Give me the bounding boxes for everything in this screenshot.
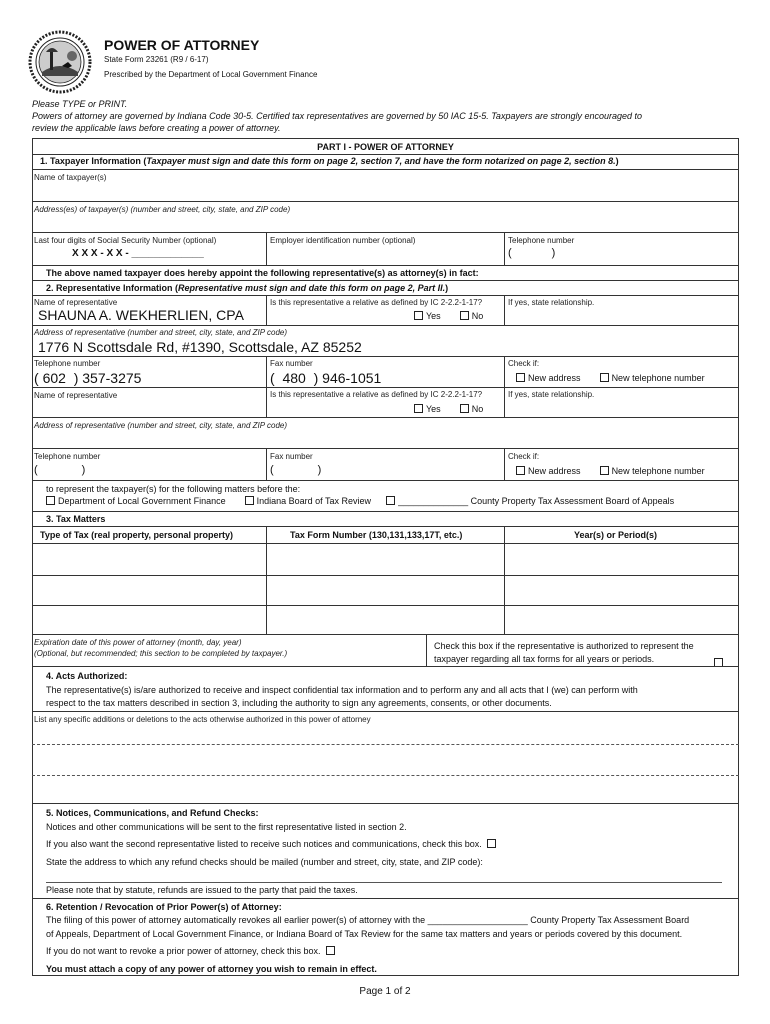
indiana-state-seal (28, 30, 92, 94)
ptabo-checkbox[interactable] (386, 496, 395, 505)
intro-line1: Please TYPE or PRINT. (32, 99, 128, 109)
rep2-address-label: Address of representative (number and street, city, state, and ZIP code) (34, 421, 288, 430)
section5-text3: State the address to which any refund checks should be mailed (number and street, city, state, and ZIP code): (46, 857, 483, 867)
rep1-new-address-checkbox[interactable] (516, 373, 525, 382)
rep2-new-address-checkbox[interactable] (516, 466, 525, 475)
section3-title: 3. Tax Matters (46, 514, 106, 524)
section5-text2: If you also want the second representative listed to receive such notices and communications, check this box. (46, 839, 499, 849)
rep1-relative-options: Yes No (414, 311, 483, 321)
section5-text4: Please note that by statute, refunds are issued to the party that paid the taxes. (46, 885, 358, 895)
taxpayer-phone-label: Telephone number (508, 236, 575, 245)
section6-text3: If you do not want to revoke a prior power of attorney, check this box. (46, 946, 338, 956)
ibtr-checkbox[interactable] (245, 496, 254, 505)
represent-before-text: to represent the taxpayer(s) for the following matters before the: (46, 484, 301, 494)
refund-address-field[interactable] (46, 869, 722, 881)
expiration-label: Expiration date of this power of attorney (month, day, year) (Optional, but recommended; this section to be completed by taxpayer.) (34, 638, 288, 658)
prescribed-by: Prescribed by the Department of Local Government Finance (104, 70, 318, 79)
rep2-fax-field[interactable]: ( ) (270, 464, 322, 476)
all-forms-checkbox[interactable] (714, 653, 726, 671)
agency-options: Department of Local Government Finance Indiana Board of Tax Review ______________ County Property Tax Assessment Board of Appeals (46, 496, 674, 506)
rep2-relative-question: Is this representative a relative as defined by IC 2-2.2-1-17? (270, 390, 483, 399)
part1-title: PART I - POWER OF ATTORNEY (317, 142, 454, 152)
intro-line3: review the applicable laws before creating a power of attorney. (32, 123, 281, 133)
tax-matters-row[interactable] (33, 606, 738, 633)
additions-field[interactable] (33, 726, 738, 801)
rep2-relative-yes-checkbox[interactable] (414, 404, 423, 413)
appoint-statement: The above named taxpayer does hereby appoint the following representative(s) as attorney(s) in fact: (46, 268, 479, 278)
taxpayer-address-field[interactable] (33, 216, 738, 231)
rep2-relative-no-checkbox[interactable] (460, 404, 469, 413)
rep1-check-if-label: Check if: (508, 359, 540, 368)
tax-matters-row[interactable] (33, 544, 738, 574)
state-form-number: State Form 23261 (R9 / 6-17) (104, 55, 209, 64)
rep2-relationship-label: If yes, state relationship. (508, 390, 595, 399)
taxpayer-phone-field[interactable]: ( ) (508, 247, 556, 259)
tax-matters-row[interactable] (33, 576, 738, 604)
section1-heading: 1. Taxpayer Information (Taxpayer must sign and date this form on page 2, section 7, and have the form notarized on page 2, section 8.) (40, 156, 619, 166)
taxpayer-name-field[interactable] (33, 184, 738, 200)
taxpayer-name-label: Name of taxpayer(s) (34, 173, 107, 182)
section4-text1: The representative(s) is/are authorized to receive and inspect confidential tax information and to perform any and all acts that I (we) can perform with (46, 685, 638, 695)
section6-text4: You must attach a copy of any power of attorney you wish to remain in effect. (46, 964, 377, 974)
rep1-check-options: New address New telephone number (516, 373, 705, 383)
rep1-relative-yes-checkbox[interactable] (414, 311, 423, 320)
rep1-name-value[interactable]: SHAUNA A. WEKHERLIEN, CPA (38, 307, 244, 323)
no-revoke-checkbox[interactable] (326, 946, 335, 955)
page-number: Page 1 of 2 (359, 986, 411, 997)
rep2-check-if-label: Check if: (508, 452, 540, 461)
all-forms-text: Check this box if the representative is authorized to represent the taxpayer regarding all tax forms for all years or periods. (434, 641, 694, 664)
section4-text2: respect to the tax matters described in section 3, including the authority to sign any agreements, consents, or other documents. (46, 698, 552, 708)
section6-text1: The filing of this power of attorney automatically revokes all earlier power(s) of attorney with the ____________________ County Property Tax Assessment Board (46, 915, 690, 925)
rep1-address-value[interactable]: 1776 N Scottsdale Rd, #1390, Scottsdale, AZ 85252 (38, 339, 362, 355)
rep2-phone-label: Telephone number (34, 452, 101, 461)
rep2-address-field[interactable] (34, 432, 734, 446)
rep2-new-phone-checkbox[interactable] (600, 466, 609, 475)
taxpayer-address-label: Address(es) of taxpayer(s) (number and street, city, state, and ZIP code) (34, 205, 291, 214)
section2-heading: 2. Representative Information (Representative must sign and date this form on page 2, Part II.) (46, 283, 449, 293)
intro-line2: Powers of attorney are governed by Indiana Code 30-5. Certified tax representatives are governed by 50 IAC 15-5. Taxpayers are strongly encouraged to (32, 111, 643, 121)
additions-label: List any specific additions or deletions to the acts otherwise authorized in this power of attorney (34, 715, 371, 724)
section6-title: 6. Retention / Revocation of Prior Power(s) of Attorney: (46, 902, 282, 912)
rep2-relative-options: Yes No (414, 404, 483, 414)
section4-title: 4. Acts Authorized: (46, 671, 128, 681)
rep2-check-options: New address New telephone number (516, 466, 705, 476)
rep2-name-label: Name of representative (34, 391, 118, 400)
ein-field[interactable] (268, 247, 502, 263)
section5-text1: Notices and other communications will be sent to the first representative listed in section 2. (46, 822, 407, 832)
second-rep-notices-checkbox[interactable] (487, 839, 496, 848)
rep1-address-label: Address of representative (number and street, city, state, and ZIP code) (34, 328, 288, 337)
rep1-relative-question: Is this representative a relative as defined by IC 2-2.2-1-17? (270, 298, 483, 307)
tax-type-header: Type of Tax (real property, personal property) (40, 530, 234, 540)
dlgf-checkbox[interactable] (46, 496, 55, 505)
rep1-fax-value[interactable]: ( 480 ) 946-1051 (270, 370, 382, 386)
rep1-phone-value[interactable]: ( 602 ) 357-3275 (34, 370, 142, 386)
tax-form-header: Tax Form Number (130,131,133,17T, etc.) (290, 530, 463, 540)
rep2-fax-label: Fax number (270, 452, 313, 461)
rep2-name-field[interactable] (34, 401, 264, 415)
section5-title: 5. Notices, Communications, and Refund Checks: (46, 808, 259, 818)
rep1-relative-no-checkbox[interactable] (460, 311, 469, 320)
section6-text2: of Appeals, Department of Local Government Finance, or Indiana Board of Tax Review for the same tax matters and years or periods covered by this document. (46, 929, 683, 939)
form-title: POWER OF ATTORNEY (104, 37, 260, 53)
rep1-fax-label: Fax number (270, 359, 313, 368)
rep1-new-phone-checkbox[interactable] (600, 373, 609, 382)
tax-year-header: Year(s) or Period(s) (574, 530, 658, 540)
ssn-field[interactable]: X X X - X X - _____________ (72, 248, 204, 259)
ssn-label: Last four digits of Social Security Number (optional) (34, 236, 217, 245)
rep1-name-label: Name of representative (34, 298, 118, 307)
rep1-phone-label: Telephone number (34, 359, 101, 368)
rep1-relationship-label: If yes, state relationship. (508, 298, 595, 307)
rep2-phone-field[interactable]: ( ) (34, 464, 86, 476)
ein-label: Employer identification number (optional) (270, 236, 416, 245)
